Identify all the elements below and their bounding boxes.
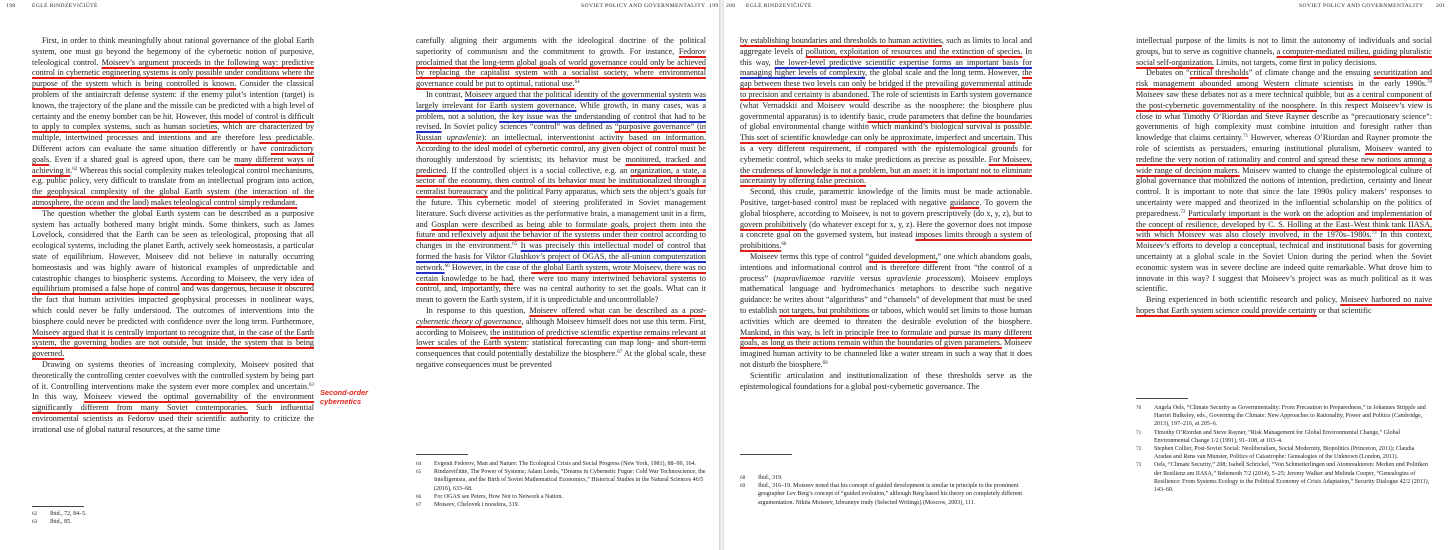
running-head-title-201: SOVIET POLICY AND GOVERNMENTALITY xyxy=(1299,3,1424,9)
highlight: as a central component of the post-cybernetic governmentality of the noosphere. xyxy=(1136,89,1432,110)
text-run: Scientific articulation and institutionalization of these thresholds serve as the epistemological foundations for a global post-cybernetic governance. The xyxy=(740,370,1032,391)
footnote xyxy=(416,501,706,509)
left-page xyxy=(0,0,720,550)
highlight: the institution of predictive scientific expertise remains relevant at lower scales of the Earth system xyxy=(416,327,706,348)
highlight: post-cybernetic theory of governance xyxy=(416,305,706,326)
footnote-number: 65 xyxy=(416,469,422,476)
text-run: Whereas this social complexity makes teleological control mechanisms, e.g. public policy, very difficult to translate from an intellectual program into action, xyxy=(32,165,314,186)
text-run: napravliaemoe razvitie xyxy=(776,273,855,283)
text-run: in the early 1990s. xyxy=(1353,79,1427,89)
text-run: Second, this crude, parametric knowledge of the limits must be made actionable. Positive, target-based control must be replaced with negative xyxy=(740,187,1032,207)
footnote-text: Ibid., 316–19. Moiseev noted that his concept of guided development is similar in principle to the prominent geographer Lev Berg’s concept of “guided evolution,” although Berg based his theory on completely different argumentation. Nikita Moiseev, Izbrannye trudy (Selected Writings) (Moscow, 2003), 111. xyxy=(758,483,1023,506)
paragraph xyxy=(416,306,706,371)
text-run: Moiseev saw these debates not as a mere technical quibble, but xyxy=(1136,89,1348,99)
footnote-text: Timothy O’Riordan and Steve Rayner, “Risk Management for Global Environmental Change,” Global Environmental Change 1/2 (1991), 91–108, at 103–4. xyxy=(1154,429,1400,444)
highlight: Moiseev viewed the optimal governability of the environment significantly different from many Soviet contemporaries. xyxy=(32,392,315,413)
text-run: In this way, xyxy=(740,46,1032,67)
text-run: ” of climate change and the ensuing xyxy=(1248,68,1374,78)
page-200-footnotes xyxy=(740,474,1032,507)
text-run: In this context, Moiseev’s efforts to develop a conceptual, technical and institutional basis for governing uncertainty at a global scale in the Soviet Union during the period when the Soviet economic system was in severe decline are indeed quite remarkable. What drove him to innovate in this way? I suggest that Moiseev’s project was as much political as it was scientific. xyxy=(1136,230,1432,294)
highlight: a computer-mediated milieu, guiding pluralistic social self-organization. xyxy=(1136,46,1432,67)
footnote-ref[interactable]: 69 xyxy=(822,360,828,366)
footnote xyxy=(1136,445,1432,461)
text-run: , which are characterized by multiple, intertwined processes and intentions and are therefore xyxy=(32,122,315,143)
footnote-number: 64 xyxy=(416,461,422,467)
footnote-ref[interactable]: 65 xyxy=(512,242,518,248)
highlight: guidance xyxy=(949,197,980,207)
text-run: This is a very different requirement, if compared with the epistemological grounds for cybernetic control, which seeks to make predictions as precise as possible. xyxy=(740,133,1032,164)
highlight: Mankind, in this way, is left in principle free to formulate and pursue its many different goals, as long as their actions remain within the boundaries of given parameters. xyxy=(740,327,1032,348)
text-run: carefully aligning their arguments with the ideological doctrine of the political superiority of communism and the commitment to growth. For instance, xyxy=(416,36,706,56)
footnote-number: 69 xyxy=(740,483,746,490)
text-run: Such influential environmental scientists as Fedorov used their scientific authority to criticize the irrational use of global natural resources, at the same time xyxy=(32,403,314,434)
highlight: For Moiseev, the crudeness of knowledge is not a problem, but an asset: it is important not to eliminate uncertainty by offering false precision. xyxy=(740,154,1032,186)
footnote-ref[interactable]: 70 xyxy=(1427,80,1432,86)
text-run: , although Moiseev himself does not use this term. First, according to Moiseev, xyxy=(416,316,707,337)
text-run: Being experienced in both scientific research and policy, xyxy=(1146,295,1341,305)
running-head-author-198: EGLĖ RINDZEVIČIŪTĖ xyxy=(32,3,98,9)
footnote-text: Ibid., 72, 84–5. xyxy=(50,511,87,517)
text-run: , there were too many intertwined behavioral systems to control, and, importantly, there was no central authority to set the goals. What can it mean to govern the Earth system, if it is unpredictable and uncontrollable? xyxy=(416,273,706,305)
highlight: It was precisely this intellectual model of control that formed the basis for Viktor Glushkov’s project of OGAS, the all-union computerization network. xyxy=(416,241,706,272)
paragraph xyxy=(32,36,314,209)
highlight: pollution, exploitation of resources and the extinction of species. xyxy=(805,46,1023,56)
paragraph xyxy=(1136,295,1432,317)
footnote-text: Stephen Collier, Post-Soviet Social: Neoliberalism, Social Modernity, Biopolitics (Princeton, 2011); Claudia Aradau and Rens van Munster, Politics of Catastrophe: Genealogies of the Unknown (London, 2011). xyxy=(1154,446,1415,461)
running-head-title-199: SOVIET POLICY AND GOVERNMENTALITY xyxy=(581,3,706,9)
footnote xyxy=(1136,404,1432,429)
footnote-ref[interactable]: 67 xyxy=(617,350,623,356)
text-run: The role of scientists in Earth system governance (what Vernadskii and Moiseev would describe as the noosphere: the biosphere plus governmental apparatus) is to identify xyxy=(740,89,1033,121)
page-number-199: 199 xyxy=(709,3,719,9)
text-run: . Different actors can evaluate the same situation differently or have xyxy=(32,133,315,153)
text-run: At the global scale, these negative consequences must be prevented xyxy=(416,349,706,369)
page-199-text xyxy=(416,36,706,371)
paragraph xyxy=(416,36,706,90)
footnote xyxy=(416,493,706,501)
highlight: this model of control is difficult to apply to complex systems, such as human societies xyxy=(32,111,315,132)
paragraph xyxy=(740,371,1032,393)
footnote-number: 73 xyxy=(1136,462,1142,469)
footnote-rule xyxy=(1136,398,1188,399)
paragraph xyxy=(740,36,1032,187)
highlight: securitization and risk management abounded among Western climate scientists xyxy=(1136,68,1432,89)
text-run: In this respect Moiseev’s view is close to what Timothy O’Riordan and Steve Rayner describe as “precautionary science”: governments of high complexity must combine intuition and foresight rather than knowledge that claims certainty. xyxy=(1136,100,1432,143)
footnote-text: Evgenii Fedorov, Man and Nature: The Ecological Crisis and Social Progress (New York, 1981), 88–99, 164. xyxy=(434,461,696,467)
text-run: of global environmental change within which mankind’s biological survival is possible. xyxy=(740,122,1032,132)
highlight: guided development, xyxy=(869,251,938,261)
page-198-text xyxy=(32,36,314,435)
footnote xyxy=(32,510,314,518)
text-run: intellectual purpose of the limits is not to limit the autonomy of individuals and social groups, but to serve as cognitive channels, xyxy=(1136,36,1432,56)
highlight: This sort of scientific knowledge can only be approximate, imperfect and uncertain. xyxy=(740,133,1016,143)
page-200-text xyxy=(740,36,1032,392)
page-201-footnotes xyxy=(1136,404,1432,494)
paragraph xyxy=(416,90,706,306)
footnote-number: 63 xyxy=(32,519,38,526)
highlight: upravlenie xyxy=(446,133,482,143)
paragraph xyxy=(32,209,314,360)
highlight: Moiseev argued that the political identity of the governmental system was largely irrelevant for Earth system governance. xyxy=(416,89,706,110)
footnote-text: Ibid., 319. xyxy=(758,475,783,481)
footnote-ref[interactable]: 73 xyxy=(1371,231,1377,237)
highlight: less predictable xyxy=(259,133,312,143)
paragraph xyxy=(1136,68,1432,295)
text-run: Moiseev terms this type of control “ xyxy=(750,251,870,261)
footnote-ref[interactable]: 71 xyxy=(1243,134,1249,140)
page-199-footnotes xyxy=(416,460,706,509)
footnote-rule xyxy=(32,506,84,507)
text-run: upravlenie processom xyxy=(886,273,961,283)
highlight: Moiseev argued that it is centrally important to recognize that, in the case of the Earth system, the governing bodies are not outside, but inside, the system that is being governed. xyxy=(32,327,314,359)
footnote-ref[interactable]: 62 xyxy=(72,166,78,172)
highlight: Moiseev harbored no naive hopes that Earth system science could provide certainty xyxy=(1136,295,1432,315)
text-run: Debates on “ xyxy=(1146,68,1190,78)
footnote xyxy=(416,460,706,468)
highlight: Moiseev offered what can be described as a xyxy=(529,305,690,315)
running-head-author-200: EGLĖ RINDZEVIČIŪTĖ xyxy=(746,3,812,9)
text-run: In Soviet policy sciences “control” was defined as xyxy=(441,122,615,132)
text-run: . To govern the global biosphere, according to Moiseev, is not to govern prescriptively (do x, y, z), but to xyxy=(740,197,1032,218)
footnote-text: Ibid., 85. xyxy=(50,519,72,526)
text-run: First, in order to think meaningfully about rational governance of the global Earth system, one must go beyond the hegemony of the cybernetic notion of purposive, teleological control. xyxy=(32,36,314,67)
footnote-number: 66 xyxy=(416,493,422,500)
footnote xyxy=(32,518,314,526)
text-run: versus xyxy=(854,273,887,283)
annotation-line: Second-order xyxy=(320,388,369,397)
text-run: Drawing on systems theories of increasing complexity, Moiseev posited that theoretically the controlling center coevolves with the controlled system by being part of it. Controlling interventions make the system ever more complex and uncertain. xyxy=(32,359,314,391)
footnote-number: 62 xyxy=(32,511,38,517)
margin-annotation xyxy=(320,388,380,406)
text-run: , such as limits to local and aggregate levels of xyxy=(740,36,1032,56)
paragraph xyxy=(740,252,1032,371)
text-run: or taboos, which would set limits to those human activities which are deemed to threaten the desirable evolution of the biosphere. xyxy=(740,305,1032,326)
text-run: . Even if a shared goal is agreed upon, there can be xyxy=(49,154,235,164)
highlight: ): an intellectual, interventionist activity based on information. xyxy=(481,133,707,143)
highlight: the global Earth system, wrote Moiseev, there was no certain knowledge to be had xyxy=(416,262,706,283)
footnote-text: Rindzevičiūtė, The Power of Systems; Adam Leeds, “Dreams in Cybernetic Fugue: Cold War Technoscience, the Intelligentsia, and the Birth of Soviet Mathematical Economics,” Historical Studies in the Natural Sciences 46/5 (2016), 633–68. xyxy=(434,469,706,492)
text-run: In response to this question, xyxy=(426,305,530,315)
text-run: In contrast, xyxy=(426,89,465,99)
text-run: ). Moiseev employs mathematical language and hydromechanics metaphors to describe such negative guidance: he writes about “algorithms” and “channels” of development that must be used to establish xyxy=(740,273,1032,315)
text-run: , the global scale and the long term. However, xyxy=(865,68,1023,78)
text-run: . If the controlled object is a social collective, e.g. an xyxy=(446,165,631,175)
footnote-text: Oels, “Climate Security,” 208; Isabell Schrickel, “Von Schmetterlingen und Atomreaktoren: Medien und Politiken der Resilienz am IIASA,” Behemoth 7/2 (2014), 5–25; Jeremy Walker and Melinda Cooper, “Genealogies of Resilience: From Systems Ecology to the Political Economy of Crisis Adaptation,” Security Dialogue 42/2 (2011), 143–60. xyxy=(1154,462,1430,494)
text-run: In this way, xyxy=(32,392,84,402)
footnote-number: 72 xyxy=(1136,446,1142,453)
text-run: The question whether the global Earth system can be described as a purposive system has actually bothered many bright minds. Some thinkers, such as James Lovelock, considered that the Earth can be seen as teleological, proposing that all ecological systems, including the planet Earth, actively seek homeostasis, a particular state of equilibrium. However, Moiseev did not believe in naturally occurring homeostasis and was highly aware of historical examples of unpredictable and catastrophic changes to biospheric systems. xyxy=(32,208,314,283)
text-run: Consider the classical problem of the antiaircraft defense system: if the enemy pilot’s intention (target) is known, the trajectory of the plane and the missile can be predicted with a high level of certainty and the enemy bomber can be hit. However, xyxy=(32,79,314,121)
text-run: ” one which abandons goals, intentions and informational control and is therefore different from “the control of a process” ( xyxy=(740,251,1032,283)
text-run: Moiseev wanted to change the epistemological culture of global governance that mobilized the notions of intention, prediction, certainty and linear control. It is important to note that since the late 1990s policy makers’ responses to uncertainty were mapped and theorized in the influential scholarship on the politics of preparedness. xyxy=(1136,165,1432,218)
text-run: (do whatever except for x, y, z). Here the governor does not impose a concrete goal on the governed system, but instead xyxy=(740,219,1032,240)
text-run: While growth, in many cases, was a problem, not a solution, xyxy=(416,100,706,121)
text-run: and was dangerous, because it obscured the fact that human activities impacted geophysical processes in nonlinear ways, which could never be fully understood. The outcomes of interventions into the biosphere could never be predicted with confidence over the long term. Furthermore, xyxy=(32,284,314,326)
text-run: . xyxy=(70,165,73,175)
footnote-ref[interactable]: 72 xyxy=(1180,209,1186,215)
text-run: or that scientific xyxy=(1316,305,1372,315)
footnote xyxy=(416,468,706,493)
highlight: Particularly important is the work on the adoption and implementation of the concept of resilience, developed by C. S. Holling at the East–West think tank IIASA, with which Moiseev was also closely involved, in the 1970s–1980s. xyxy=(1136,208,1432,240)
text-run: Moiseev imagined human activity to be channeled like a water stream in such a way that it does not disturb the biosphere. xyxy=(740,338,1032,369)
highlight: basic, crude parameters that define the boundaries xyxy=(867,111,1032,121)
highlight: Fedorov proclaimed that the long-term global goals of world governance could only be achieved by replacing the capitalist system with a socialist society, where environmental governance could be put to optimal, rational use. xyxy=(416,46,706,89)
right-page xyxy=(724,0,1456,550)
highlight: by establishing boundaries and thresholds to human activities xyxy=(740,36,942,45)
text-run: However, in the case of xyxy=(449,262,532,272)
highlight: According to Moiseev, the very idea of equilibrium promised a false hope of control xyxy=(32,273,315,294)
text-run: According to the ideal model of cybernetic control, any given object of control must be thoroughly understood by scientists; its behavior must be xyxy=(416,143,706,164)
page-number-200: 200 xyxy=(726,3,736,9)
paragraph xyxy=(740,187,1032,252)
highlight: many different ways of achieving it xyxy=(32,154,314,175)
text-run: according to changes in the environment. xyxy=(416,230,706,251)
paragraph xyxy=(32,360,314,436)
highlight: Moiseev’s argument proceeds in the following way: predictive control in cybernetic engineering systems is only possible under conditions where the purpose of the system which is being controlled is known. xyxy=(32,57,314,89)
footnote-number: 70 xyxy=(1136,405,1142,411)
footnote-number: 68 xyxy=(740,475,746,481)
highlight: imposes limits through a system of prohibitions. xyxy=(740,230,1032,251)
footnote-rule xyxy=(740,454,792,455)
footnote-ref[interactable]: 63 xyxy=(309,382,314,388)
footnote xyxy=(740,482,1032,507)
page-201-text xyxy=(1136,36,1432,317)
highlight: monitored, tracked and predicted xyxy=(416,154,706,175)
paragraph xyxy=(1136,36,1432,68)
page-number-198: 198 xyxy=(6,3,16,9)
highlight: critical thresholds xyxy=(1189,68,1249,78)
text-run: and the political Party apparatus, which sets the object’s goals for the future. This cybernetic model of steering proliferated in Soviet management literature. Such diverse activities as the performative brain, a management unit in a firm, and xyxy=(416,187,706,229)
highlight: the geophysical complexity of the global Earth system (the interaction of the atmosphere, the ocean and the land) makes teleological control simply redundant. xyxy=(32,187,314,207)
highlight: Moiseev wanted to redefine the very notion of rationality and control and spread these new notions among a wide range of decision makers. xyxy=(1136,143,1432,175)
footnote-number: 67 xyxy=(416,502,422,509)
footnote xyxy=(740,474,1032,482)
text-run: : statistical forecasting can map long- and short-term consequences that could potentially destabilize the biosphere. xyxy=(416,338,707,359)
footnote-text: Angela Oels, “Climate Security as Governmentality: From Precaution to Preparedness,” in Johannes Stripple and Harriet Bulkeley, eds., Governing the Climate: New Approaches to Rationality, Power and Politics (Cambridge, 2013), 197–216, at 205–6. xyxy=(1154,405,1426,428)
footnote xyxy=(1136,429,1432,445)
highlight: govern prohibitively xyxy=(740,219,807,229)
text-run: However, whereas O’Riordan and Rayner promote the role of scientists as persuaders, ensuring institutional pluralism, xyxy=(1136,133,1432,153)
highlight: not targets, but prohibitions xyxy=(779,305,870,315)
footnote-text: For OGAS see Peters, How Not to Network a Nation. xyxy=(434,493,563,500)
footnote-text: Moiseev, Chelovek i noosfera, 319. xyxy=(434,502,520,509)
footnote-ref[interactable]: 64 xyxy=(574,80,580,86)
footnote-number: 71 xyxy=(1136,429,1142,436)
highlight: the gap between these two levels can only be bridged if the prevailing governmental attitude to precision and certainty is abandoned. xyxy=(740,68,1033,99)
footnote-ref[interactable]: 66 xyxy=(444,263,450,269)
highlight: “purposive governance” (in Russian xyxy=(416,122,706,143)
highlight: organization, a state, a sector of the economy, then control of its behavior must be institutionalized through a centralist bureaucracy xyxy=(416,165,706,197)
annotation-line: cybernetics xyxy=(320,397,362,406)
footnote-rule xyxy=(416,454,468,455)
highlight: Gosplan were described as being able to formulate goals, project them into the future and reflexively adjust the behavior of the systems under their control xyxy=(416,219,706,240)
highlight: the key issue was the understanding of control that had to be revised. xyxy=(416,111,706,132)
page-number-201: 201 xyxy=(1436,3,1446,9)
highlight: contradictory goals xyxy=(32,143,314,164)
footnote xyxy=(1136,461,1432,494)
page-198-footnotes xyxy=(32,510,314,526)
text-run: Limits, not targets, come first in policy decisions. xyxy=(1213,57,1377,67)
highlight: the lower-level predictive scientific expertise forms an important basis for managing higher levels of complexity xyxy=(740,57,1032,78)
footnote-ref[interactable]: 68 xyxy=(781,242,787,248)
